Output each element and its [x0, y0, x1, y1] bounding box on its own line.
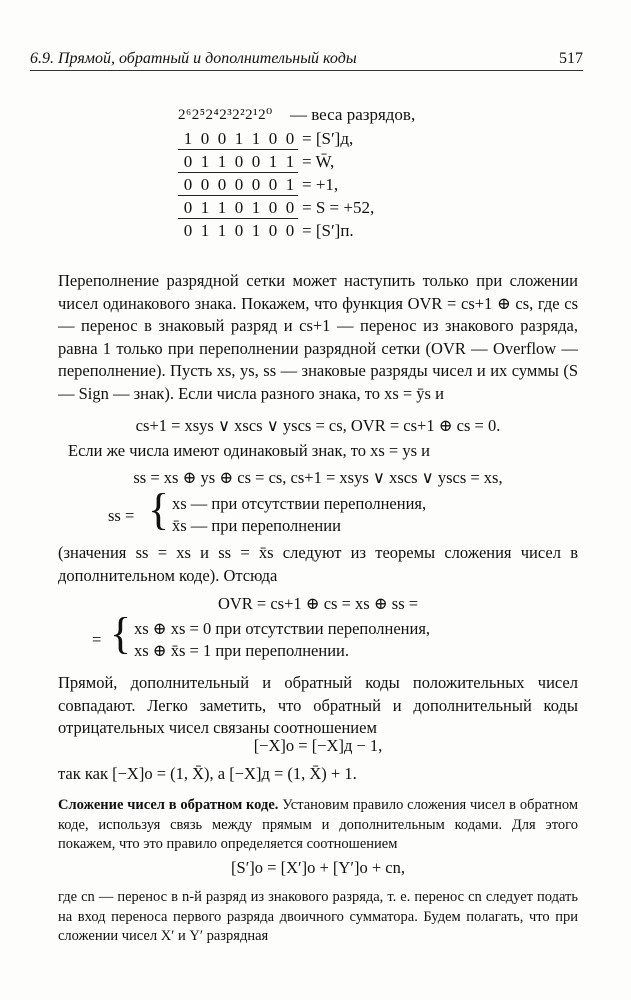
- bit: 1: [200, 198, 210, 217]
- bit: 0: [234, 152, 244, 171]
- bit: 1: [217, 198, 227, 217]
- bit: 1: [268, 152, 278, 171]
- bit: 0: [200, 129, 210, 148]
- bit: 0: [234, 221, 244, 240]
- bit: 1: [183, 129, 193, 148]
- bit: 1: [251, 198, 261, 217]
- bit: 0: [217, 175, 227, 194]
- bit: 0: [268, 129, 278, 148]
- bit: 0: [268, 175, 278, 194]
- bit: 0: [285, 198, 295, 217]
- eq3-case-1: xs — при отсутствии переполнения,: [172, 494, 427, 513]
- bit: 0: [268, 221, 278, 240]
- bit: 1: [200, 152, 210, 171]
- same-sign-line: Если же числа имеют одинаковый знак, то xs = ys и: [68, 441, 430, 460]
- bit: 0: [183, 221, 193, 240]
- bit: 0: [217, 129, 227, 148]
- bit: 1: [217, 152, 227, 171]
- bit: 0: [183, 152, 193, 171]
- bit: 1: [251, 221, 261, 240]
- paragraph-theorem: (значения ss = xs и ss = x̄s следуют из теоремы сложения чисел в дополнительном коде). Отсюда: [58, 543, 578, 585]
- eq3-lhs: ss =: [108, 506, 135, 525]
- section-text: Установим правило сложения чисел в обратном коде, используя связь между прямым и дополнительным кодами. Для этого покажем, что это правило определяется соотношением: [58, 797, 578, 852]
- row-result: = S = +52,: [302, 198, 375, 217]
- bit: 0: [251, 175, 261, 194]
- row-result: = [S′]д,: [302, 129, 354, 148]
- page-header: [30, 48, 583, 72]
- paragraph-ones-complement: [58, 796, 578, 855]
- bit: 1: [234, 129, 244, 148]
- equation-7: так как [−X]о = (1, X̄), а [−X]д = (1, X̄) + 1.: [58, 764, 357, 783]
- rule-4: [178, 218, 298, 219]
- paragraph-carry: где cn — перенос в n-й разряд из знакового разряда, т. е. перенос cn следует подать на вход переноса первого разряда двоичного сумматора. Будем полагать, что при сложении чисел X′ и Y′ разрядная: [58, 889, 578, 944]
- row-result: = +1,: [302, 175, 339, 194]
- bit: 1: [285, 152, 295, 171]
- eq5-case-1: xs ⊕ xs = 0 при отсутствии переполнения,: [134, 619, 431, 638]
- bit: 0: [183, 198, 193, 217]
- equation-4: OVR = cs+1 ⊕ cs = xs ⊕ ss =: [217, 594, 419, 613]
- equation-2: ss = xs ⊕ ys ⊕ cs = cs, cs+1 = xsys ∨ xscs ∨ yscs = xs,: [133, 468, 503, 487]
- bit-weights: 2⁶2⁵2⁴2³2²2¹2⁰: [178, 107, 273, 123]
- header-rule: [30, 70, 583, 71]
- page-number: 517: [559, 50, 583, 67]
- paragraph-overflow: Переполнение разрядной сетки может наступить только при сложении чисел одинакового знака. Покажем, что функция OVR = cs+1 ⊕ cs, где cs — перенос в знаковый разряд и cs+1 — перенос из знакового разряда, равна 1 только при переполнении разрядной сетки (OVR — Overflow — переполнение). Пусть xs, ys, ss — знаковые разряды чисел и их суммы (S — Sign — знак). Если числа разного знака, то xs = ȳs и: [58, 271, 578, 403]
- bit: 0: [251, 152, 261, 171]
- bit: 1: [200, 221, 210, 240]
- bit: 0: [268, 198, 278, 217]
- left-brace: {: [148, 485, 170, 534]
- bit: 0: [285, 221, 295, 240]
- equation-6: [−X]о = [−X]д − 1,: [253, 736, 383, 755]
- eq5-case-2: xs ⊕ x̄s = 1 при переполнении.: [134, 641, 349, 660]
- equation-8: [S′]о = [X′]о + [Y′]о + cn,: [231, 858, 405, 877]
- left-brace: {: [110, 609, 132, 658]
- rule-1: [178, 149, 298, 150]
- row-result: = W̄,: [302, 152, 335, 171]
- paragraph-codes: Прямой, дополнительный и обратный коды положительных чисел совпадают. Легко заметить, что обратный и дополнительный коды отрицательных чисел связаны соотношением: [58, 673, 578, 737]
- bit: 1: [251, 129, 261, 148]
- rule-2: [178, 172, 298, 173]
- bit: 0: [285, 129, 295, 148]
- row-result: = [S′]п.: [302, 221, 354, 240]
- bit: 0: [234, 175, 244, 194]
- running-title: 6.9. Прямой, обратный и дополнительный коды: [30, 50, 357, 67]
- equation-1: cs+1 = xsys ∨ xscs ∨ yscs = cs, OVR = cs+1 ⊕ cs = 0.: [135, 416, 501, 435]
- eq3-case-2: x̄s — при переполнении: [172, 516, 341, 535]
- rule-3: [178, 195, 298, 196]
- bit: 0: [200, 175, 210, 194]
- section-heading: Сложение чисел в обратном коде.: [58, 797, 279, 813]
- bit: 0: [183, 175, 193, 194]
- bit: 1: [217, 221, 227, 240]
- eq5-lhs: =: [92, 630, 102, 649]
- bit: 1: [285, 175, 295, 194]
- weights-label: — веса разрядов,: [290, 105, 416, 124]
- bit: 0: [234, 198, 244, 217]
